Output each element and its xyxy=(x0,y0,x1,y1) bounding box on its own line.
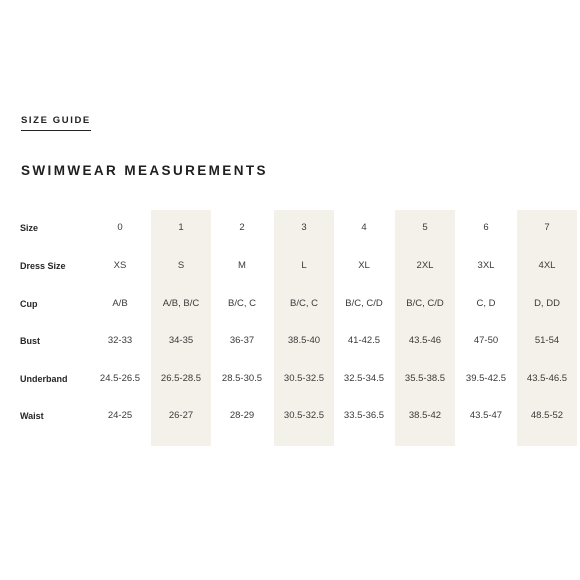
table-cell: 28-29 xyxy=(229,410,255,421)
table-cell: 51-54 xyxy=(534,335,560,346)
table-row xyxy=(20,331,580,351)
table-row xyxy=(20,218,580,238)
table-cell: D, DD xyxy=(534,298,560,309)
table-cell: 30.5-32.5 xyxy=(283,410,325,421)
row-label: Underband xyxy=(20,374,68,384)
table-cell: B/C, C xyxy=(228,298,256,309)
table-cell: 39.5-42.5 xyxy=(465,373,507,384)
table-cell: 38.5-42 xyxy=(408,410,442,421)
table-cell: 30.5-32.5 xyxy=(283,373,325,384)
table-cell: L xyxy=(301,260,307,271)
row-label: Waist xyxy=(20,411,44,421)
table-cell: 24-25 xyxy=(107,410,133,421)
table-cell: B/C, C xyxy=(290,298,318,309)
table-cell: 33.5-36.5 xyxy=(343,410,385,421)
table-cell: XL xyxy=(358,260,370,271)
table-cell: 7 xyxy=(544,222,550,233)
table-cell: 41-42.5 xyxy=(347,335,381,346)
table-cell: 32.5-34.5 xyxy=(343,373,385,384)
table-cell: B/C, C/D xyxy=(406,298,444,309)
table-cell: S xyxy=(177,260,185,271)
table-cell: 36-37 xyxy=(229,335,255,346)
table-cell: 6 xyxy=(483,222,489,233)
table-cell: 5 xyxy=(422,222,428,233)
table-cell: 4XL xyxy=(538,260,556,271)
table-cell: 24.5-26.5 xyxy=(99,373,141,384)
row-label: Size xyxy=(20,223,39,233)
table-cell: M xyxy=(238,260,246,271)
table-cell: 26.5-28.5 xyxy=(160,373,202,384)
table-cell: 28.5-30.5 xyxy=(221,373,263,384)
page-title: SWIMWEAR MEASUREMENTS xyxy=(21,163,268,178)
table-cell: 3 xyxy=(301,222,307,233)
table-cell: 0 xyxy=(117,222,123,233)
table-cell: A/B xyxy=(112,298,128,309)
table-cell: B/C, C/D xyxy=(345,298,383,309)
table-cell: 4 xyxy=(361,222,367,233)
table-cell: 26-27 xyxy=(168,410,194,421)
table-cell: 35.5-38.5 xyxy=(404,373,446,384)
table-cell: 1 xyxy=(178,222,184,233)
table-cell: A/B, B/C xyxy=(162,298,200,309)
table-row xyxy=(20,369,580,389)
table-cell: 47-50 xyxy=(473,335,499,346)
row-label: Bust xyxy=(20,336,40,346)
table-cell: 3XL xyxy=(477,260,495,271)
size-table xyxy=(20,210,580,446)
table-cell: C, D xyxy=(476,298,496,309)
table-cell: 34-35 xyxy=(168,335,194,346)
table-cell: XS xyxy=(113,260,127,271)
table-cell: 43.5-46.5 xyxy=(526,373,568,384)
row-label: Cup xyxy=(20,299,38,309)
table-cell: 38.5-40 xyxy=(287,335,321,346)
table-cell: 32-33 xyxy=(107,335,133,346)
table-row xyxy=(20,294,580,314)
row-label: Dress Size xyxy=(20,261,66,271)
table-cell: 2XL xyxy=(416,260,434,271)
table-cell: 2 xyxy=(239,222,245,233)
table-cell: 43.5-47 xyxy=(469,410,503,421)
table-cell: 43.5-46 xyxy=(408,335,442,346)
table-row xyxy=(20,256,580,276)
table-row xyxy=(20,406,580,426)
table-cell: 48.5-52 xyxy=(530,410,564,421)
size-guide-tab[interactable]: SIZE GUIDE xyxy=(21,115,91,131)
